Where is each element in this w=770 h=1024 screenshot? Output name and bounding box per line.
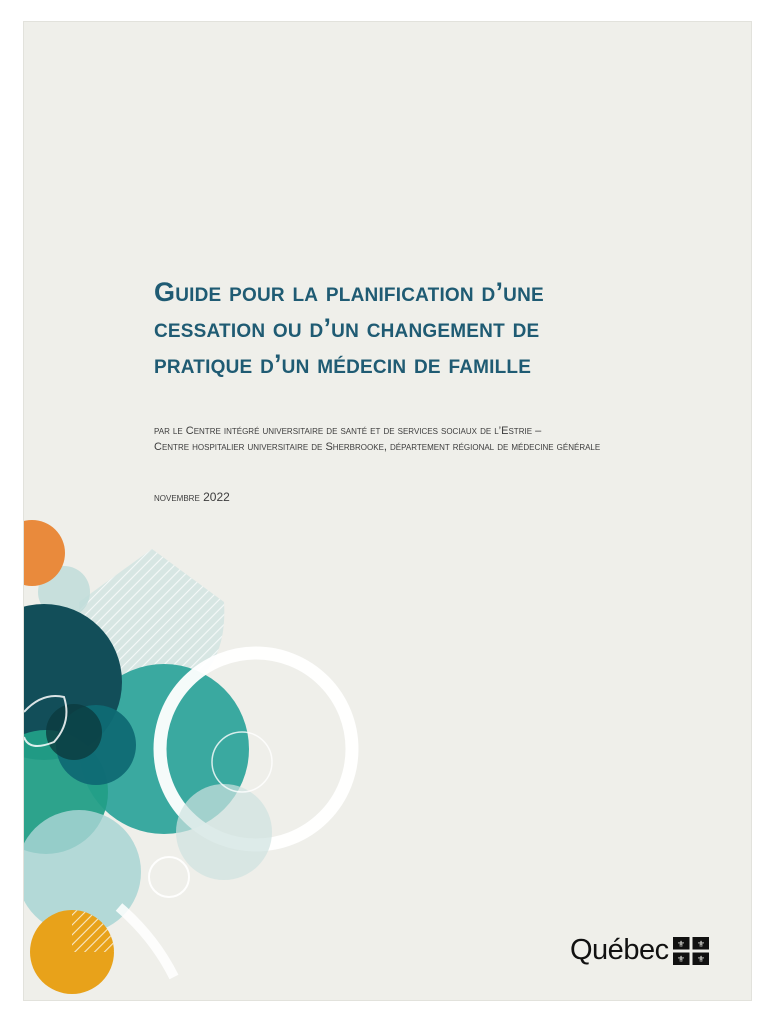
quebec-logo-text: Québec — [570, 934, 669, 966]
decorative-circles-illustration — [24, 507, 364, 1001]
byline-line: par le Centre intégré universitaire de santé et de services sociaux de l’Estrie – — [154, 425, 542, 437]
title-line: Guide pour la planification d’une — [154, 277, 544, 307]
document-page — [23, 21, 752, 1001]
title-line: pratique d’un médecin de famille — [154, 349, 532, 379]
byline-line: Centre hospitalier universitaire de Sherbrooke, département régional de médecine générale — [154, 441, 601, 453]
small-white-outline — [149, 857, 189, 897]
translucent-circle — [176, 784, 272, 880]
darkest-circle — [46, 704, 102, 760]
svg-text:⚜: ⚜ — [696, 954, 705, 965]
quebec-logo — [570, 934, 709, 967]
document-byline — [154, 423, 744, 455]
document-date: novembre 2022 — [154, 490, 230, 504]
svg-text:⚜: ⚜ — [696, 939, 705, 950]
white-arc — [119, 907, 174, 977]
document-title — [154, 274, 714, 382]
svg-text:⚜: ⚜ — [676, 954, 685, 965]
quebec-flag-icon — [673, 937, 709, 965]
svg-text:⚜: ⚜ — [676, 939, 685, 950]
title-line: cessation ou d’un changement de — [154, 313, 540, 343]
